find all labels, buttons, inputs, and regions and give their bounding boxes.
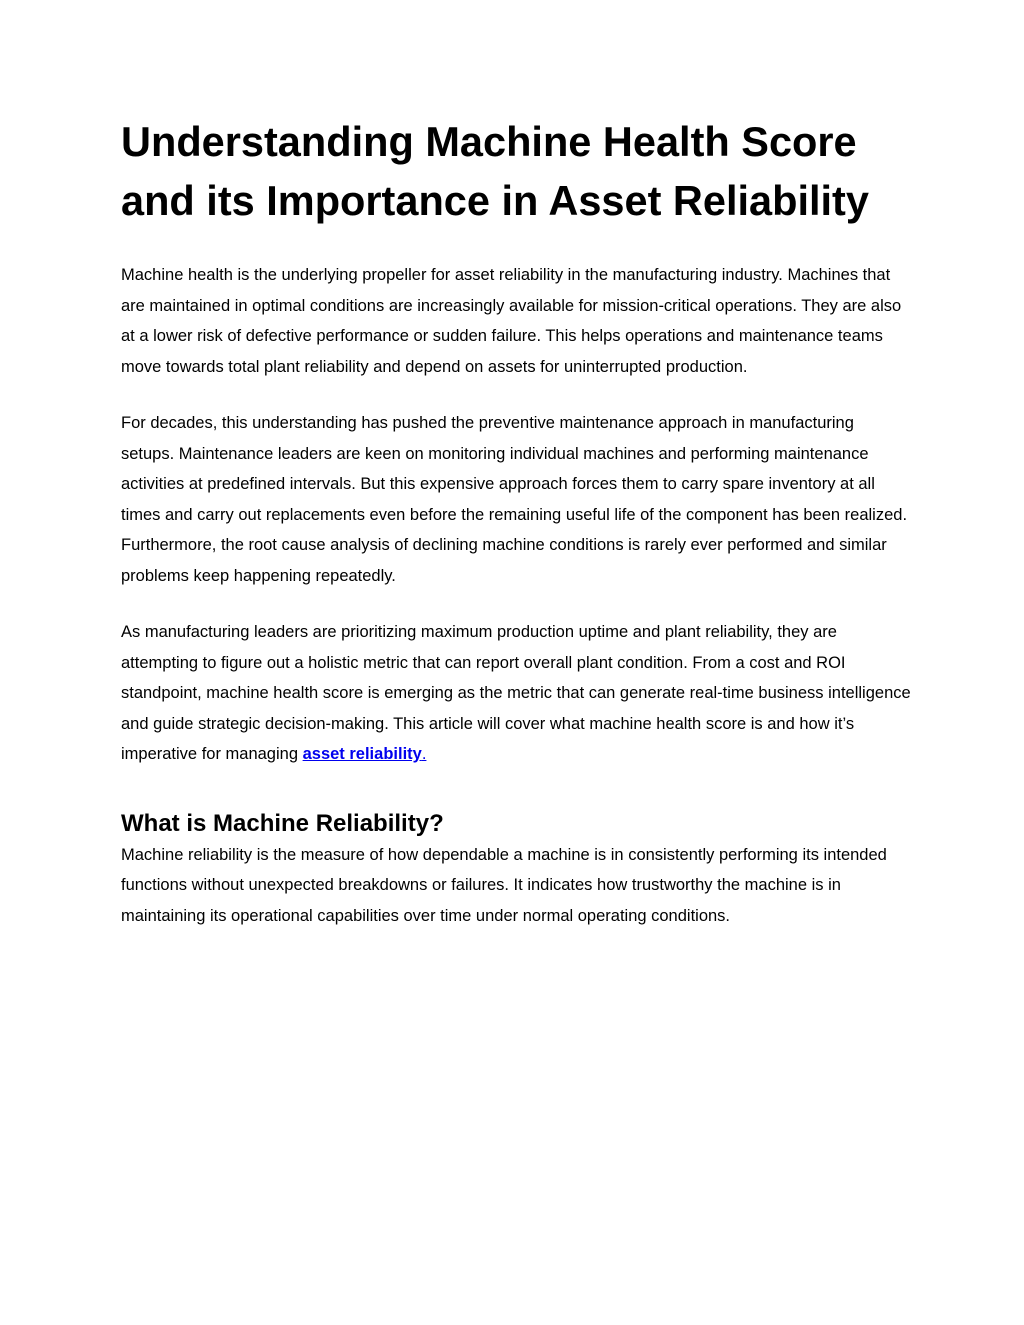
asset-reliability-link[interactable]: asset reliability bbox=[302, 745, 422, 763]
document-title: Understanding Machine Health Score and its Importance in Asset Reliability bbox=[121, 118, 869, 224]
intro-paragraph-1: Machine health is the underlying propeller for asset reliability in the manufacturing industry. Machines that are maintained in optimal conditions are increasingly available for mission-critical operations. They are also at a lower risk of defective performance or sudden failure. This helps operations and maintenance teams move towards total plant reliability and depend on assets for uninterrupted production. bbox=[121, 266, 902, 376]
section-paragraph-machine-reliability: Machine reliability is the measure of how dependable a machine is in consistently performing its intended functions without unexpected breakdowns or failures. It indicates how trustworthy the machine is in maintaining its operational capabilities over time under normal operating conditions. bbox=[121, 845, 887, 925]
intro-paragraph-3-text: As manufacturing leaders are prioritizing maximum production uptime and plant reliability, they are attempting to figure out a holistic metric that can report overall plant condition. From a cost and ROI standpoint, machine health score is emerging as the metric that can generate real-time business intelligence and guide strategic decision-making. This article will cover what machine health score is and how it’s imperative for managing bbox=[121, 623, 911, 763]
intro-paragraph-3-end: . bbox=[421, 745, 427, 763]
section-heading-machine-reliability: What is Machine Reliability? bbox=[121, 809, 444, 837]
intro-paragraph-2: For decades, this understanding has pushed the preventive maintenance approach in manufacturing setups. Maintenance leaders are keen on monitoring individual machines and performing maintenance activities at predefined intervals. But this expensive approach forces them to carry spare inventory at all times and carry out replacements even before the remaining useful life of the component has been realized. Furthermore, the root cause analysis of declining machine conditions is rarely ever performed and similar problems keep happening repeatedly. bbox=[121, 414, 908, 585]
intro-paragraph-3 bbox=[121, 617, 911, 770]
document-page bbox=[121, 112, 911, 931]
